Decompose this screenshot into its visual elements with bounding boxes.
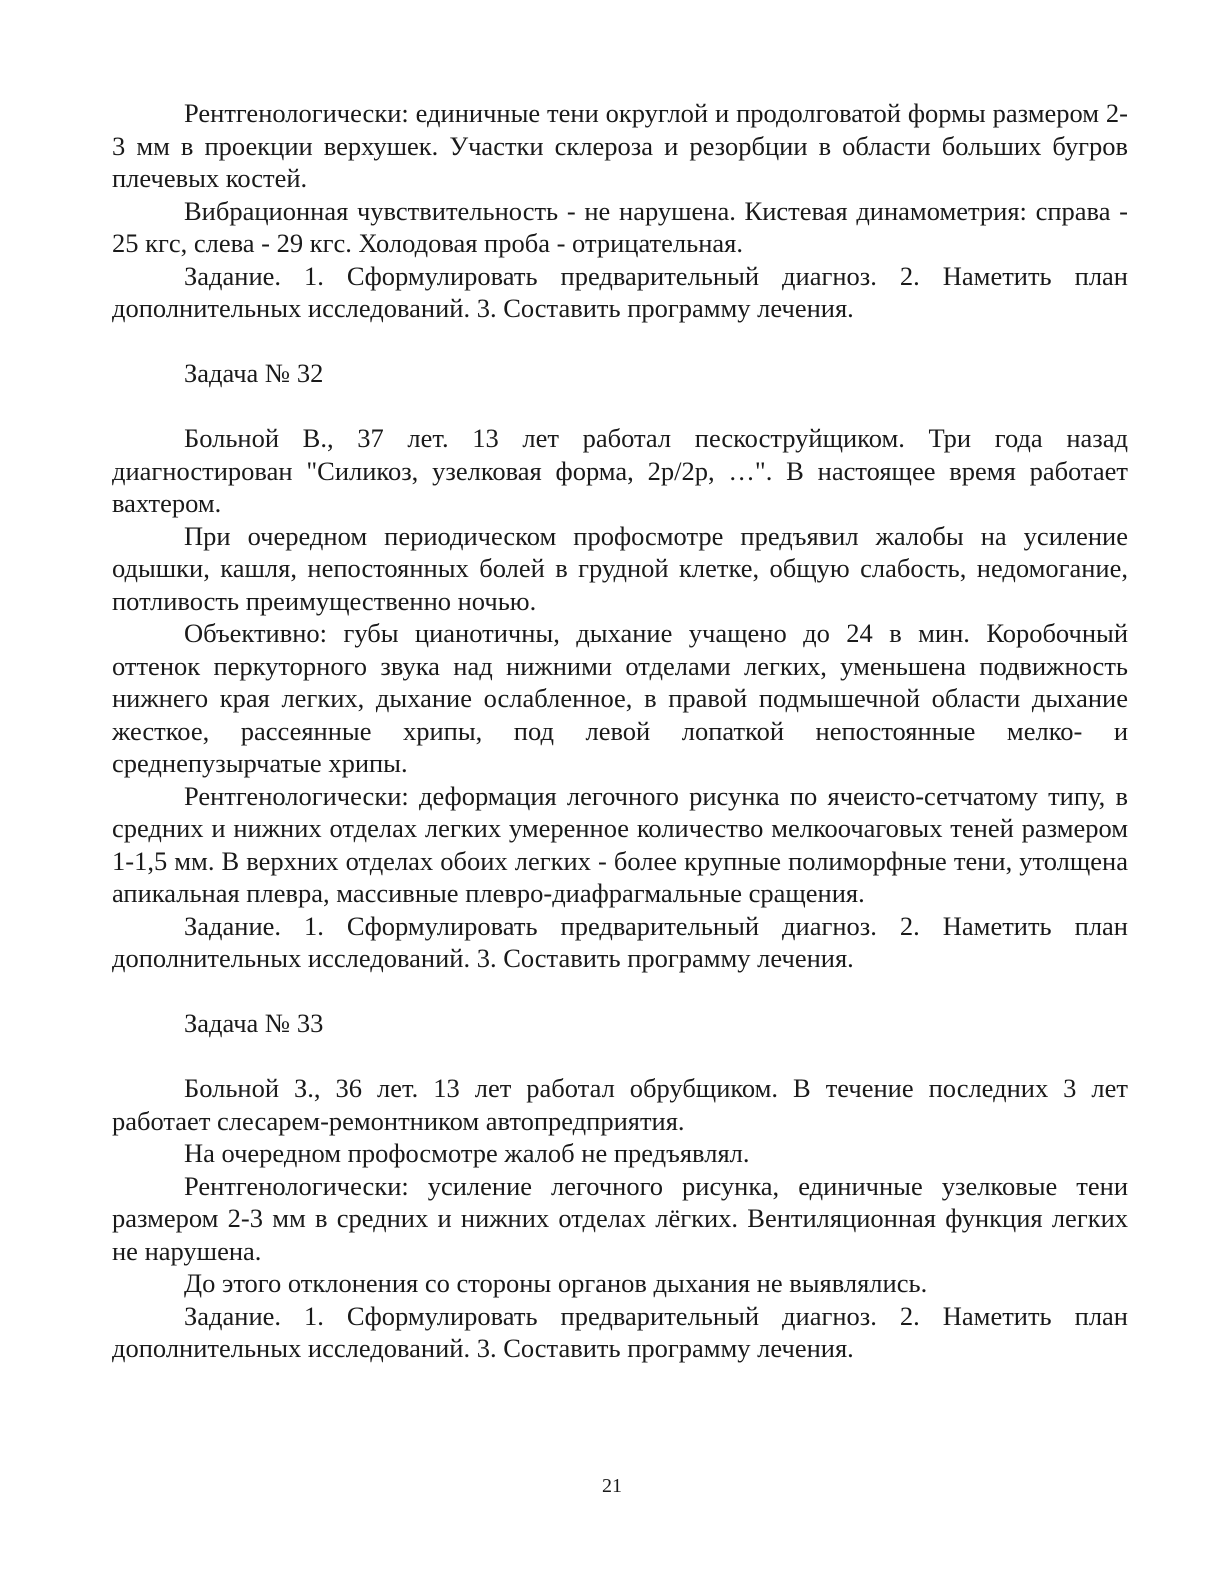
task-33-heading: Задача № 33 (184, 1008, 324, 1038)
task-33-paragraph-xray: Рентгенологически: усиление легочного рисунка, единичные узелковые тени размером 2-3 мм в средних и нижних отделах лёгких. Вентиляционная функция легких не нарушена. (112, 1170, 1128, 1266)
spacer (112, 390, 1128, 423)
task-33-paragraph-complaints: На очередном профосмотре жалоб не предъявлял. (184, 1138, 750, 1168)
intro-paragraph-xray: Рентгенологически: единичные тени округлой и продолговатой формы размером 2-3 мм в проекции верхушек. Участки склероза и резорбции в области больших бугров плечевых костей. (112, 98, 1128, 193)
intro-paragraph-vibration: Вибрационная чувствительность - не нарушена. Кистевая динамометрия: справа - 25 кгс, слева - 29 кгс. Холодовая проба - отрицательная. (112, 195, 1128, 258)
task-32-paragraph-objective: Объективно: губы цианотичны, дыхание учащено до 24 в мин. Коробочный оттенок перкуторного звука над нижними отделами легких, уменьшена подвижность нижнего края легких, дыхание ослабленное, в правой подмышечной области дыхание жесткое, рассеянные хрипы, под левой лопаткой непостоянные мелко- и среднепузырчатые хрипы. (112, 618, 1128, 778)
task-32-heading: Задача № 32 (184, 358, 324, 388)
task-32-paragraph-complaints: При очередном периодическом профосмотре предъявил жалобы на усиление одышки, кашля, непостоянных болей в грудной клетке, общую слабость, недомогание, потливость преимущественно ночью. (112, 520, 1128, 616)
document-page (112, 97, 1128, 1365)
task-33-paragraph-history: Больной З., 36 лет. 13 лет работал обрубщиком. В течение последних 3 лет работает слесарем-ремонтником автопредприятия. (112, 1073, 1128, 1136)
page-number: 21 (602, 1475, 622, 1497)
spacer (112, 1040, 1128, 1073)
task-32-paragraph-xray: Рентгенологически: деформация легочного рисунка по ячеисто-сетчатому типу, в средних и нижних отделах легких умеренное количество мелкоочаговых теней размером 1-1,5 мм. В верхних отделах обоих легких - более крупные полиморфные тени, утолщена апикальная плевра, массивные плевро-диафрагмальные сращения. (112, 780, 1128, 908)
task-32-section (112, 357, 1128, 975)
intro-section (112, 97, 1128, 325)
task-32-paragraph-assignment: Задание. 1. Сформулировать предварительный диагноз. 2. Наметить план дополнительных исследований. 3. Составить программу лечения. (112, 910, 1128, 973)
task-33-paragraph-assignment: Задание. 1. Сформулировать предварительный диагноз. 2. Наметить план дополнительных исследований. 3. Составить программу лечения. (112, 1300, 1128, 1363)
task-33-paragraph-prior: До этого отклонения со стороны органов дыхания не выявлялись. (184, 1268, 928, 1298)
spacer (112, 325, 1128, 358)
task-33-section (112, 1007, 1128, 1365)
task-32-paragraph-history: Больной В., 37 лет. 13 лет работал пескоструйщиком. Три года назад диагностирован "Силикоз, узелковая форма, 2р/2р, …". В настоящее время работает вахтером. (112, 423, 1128, 518)
spacer (112, 975, 1128, 1008)
intro-paragraph-assignment: Задание. 1. Сформулировать предварительный диагноз. 2. Наметить план дополнительных исследований. 3. Составить программу лечения. (112, 260, 1128, 323)
